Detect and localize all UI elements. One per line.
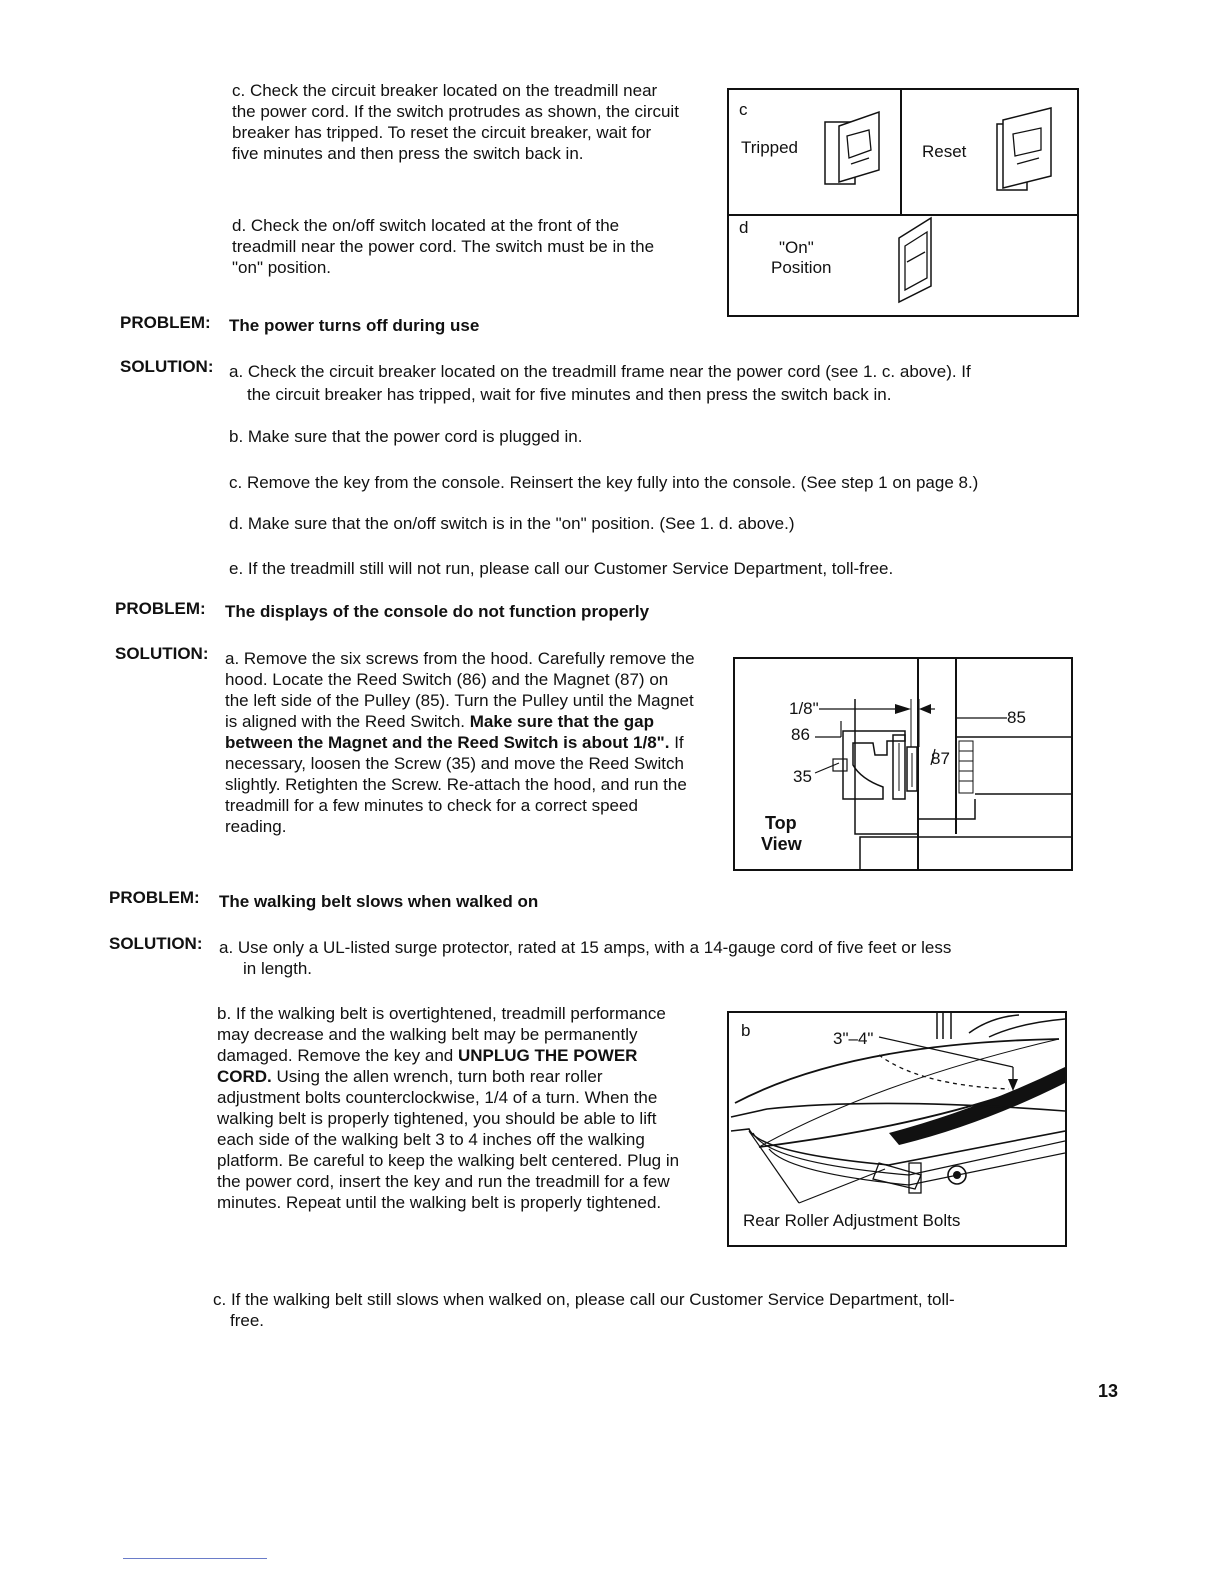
problem-1-label: PROBLEM: [120, 313, 211, 332]
problem-2-label: PROBLEM: [115, 599, 206, 618]
solution-2-a-gap-note: Make sure that the gap between the Magnet and the Reed Switch is about 1/8". [225, 712, 670, 752]
fig-c-tripped-label: Tripped [741, 138, 799, 157]
reset-switch-icon [997, 108, 1051, 190]
solution-3-a-line1: a. Use only a UL-listed surge protector, rated at 15 amps, with a 14-gauge cord of five feet or less [219, 938, 952, 957]
fig-belt-lift-measure: 3"–4" [833, 1029, 874, 1048]
fig-c-reset-label: Reset [922, 142, 967, 161]
problem-3-title: The walking belt slows when walked on [219, 892, 539, 911]
fig-label-35: 35 [793, 767, 812, 786]
fig-top-label: Top [765, 813, 797, 833]
on-off-switch-icon [899, 218, 931, 302]
solution-1-c: c. Remove the key from the console. Reinsert the key fully into the console. (See step 1 on page 8.) [229, 473, 979, 492]
fig-c-letter: c [739, 100, 748, 119]
fig-b-letter: b [741, 1021, 751, 1040]
solution-2-a [225, 648, 695, 837]
solution-2-a-text-end: If necessary, loosen the Screw (35) and move the Reed Switch slightly. Retighten the Screw. Re-attach the hood, and run the treadmill for a few minutes to check for a correct speed reading. [225, 733, 687, 836]
solution-3-b-text: b. If the walking belt is overtightened, treadmill performance may decrease and the walking belt may be permanently damaged. Remove the key and [217, 1004, 666, 1065]
step-c-circuit-breaker: c. Check the circuit breaker located on the treadmill near the power cord. If the switch protrudes as shown, the circuit breaker has tripped. To reset the circuit breaker, wait for five minutes and then press the switch back in. [232, 81, 679, 163]
fig-d-position-label: Position [771, 258, 832, 277]
solution-2-a-text: a. Remove the six screws from the hood. Carefully remove the hood. Locate the Reed Switch (86) and the Magnet (87) on the left side of the Pulley (85). Turn the Pulley until the Magnet is aligned with the Reed Switch. [225, 649, 695, 731]
solution-3-c-line1: c. If the walking belt still slows when walked on, please call our Customer Service Department, toll- [213, 1290, 955, 1309]
problem-3-label: PROBLEM: [109, 888, 200, 907]
solution-3-a-line2: in length. [243, 959, 312, 978]
fig-label-85: 85 [1007, 708, 1026, 727]
page-number: 13 [1098, 1381, 1119, 1401]
fig-d-on-label: "On" [779, 238, 814, 257]
solution-3-b-text-end: Using the allen wrench, turn both rear roller adjustment bolts counterclockwise, 1/4 of a turn. When the walking belt is properly tightened, you should be able to lift each side of the walking belt 3 to 4 inches off the walking platform. Be careful to keep the walking belt centered. Plug in the power cord, insert the key and run the treadmill for a few minutes. Repeat until the walking belt is properly tightened. [217, 1067, 680, 1212]
solution-1-label: SOLUTION: [120, 357, 214, 376]
fig-d-letter: d [739, 218, 749, 237]
solution-3-c-line2: free. [230, 1311, 265, 1330]
solution-1-d: d. Make sure that the on/off switch is in the "on" position. (See 1. d. above.) [229, 514, 795, 533]
problem-1-title: The power turns off during use [229, 316, 480, 335]
figure-circuit-breaker-switch [727, 88, 1079, 317]
footer-rule [123, 1558, 267, 1559]
fig-label-86: 86 [791, 725, 810, 744]
figure-cd-drawing [729, 90, 1077, 315]
solution-1-a-line1: a. Check the circuit breaker located on the treadmill frame near the power cord (see 1. c. above). If [229, 362, 971, 381]
solution-2-label: SOLUTION: [115, 644, 209, 663]
step-d-on-off-switch: d. Check the on/off switch located at the front of the treadmill near the power cord. The switch must be in the "on" position. [232, 216, 655, 277]
solution-1-a-line2: the circuit breaker has tripped, wait for five minutes and then press the switch back in. [247, 385, 892, 404]
solution-3-b [217, 1003, 685, 1213]
figure-rear-roller-adjustment [727, 1011, 1067, 1247]
problem-2-title: The displays of the console do not function properly [225, 602, 650, 621]
fig-gap-label: 1/8" [789, 699, 819, 718]
fig-rear-roller-caption: Rear Roller Adjustment Bolts [743, 1211, 961, 1230]
solution-3-label: SOLUTION: [109, 934, 203, 953]
solution-3-b-unplug-warning: UNPLUG THE POWER CORD. [217, 1046, 638, 1086]
solution-1-b: b. Make sure that the power cord is plugged in. [229, 427, 583, 446]
fig-view-label: View [761, 834, 802, 854]
fig-label-87: 87 [931, 749, 950, 768]
figure-reed-switch-top-view [733, 657, 1073, 871]
solution-1-e: e. If the treadmill still will not run, please call our Customer Service Department, toll-free. [229, 559, 894, 578]
tripped-switch-icon [825, 112, 879, 184]
